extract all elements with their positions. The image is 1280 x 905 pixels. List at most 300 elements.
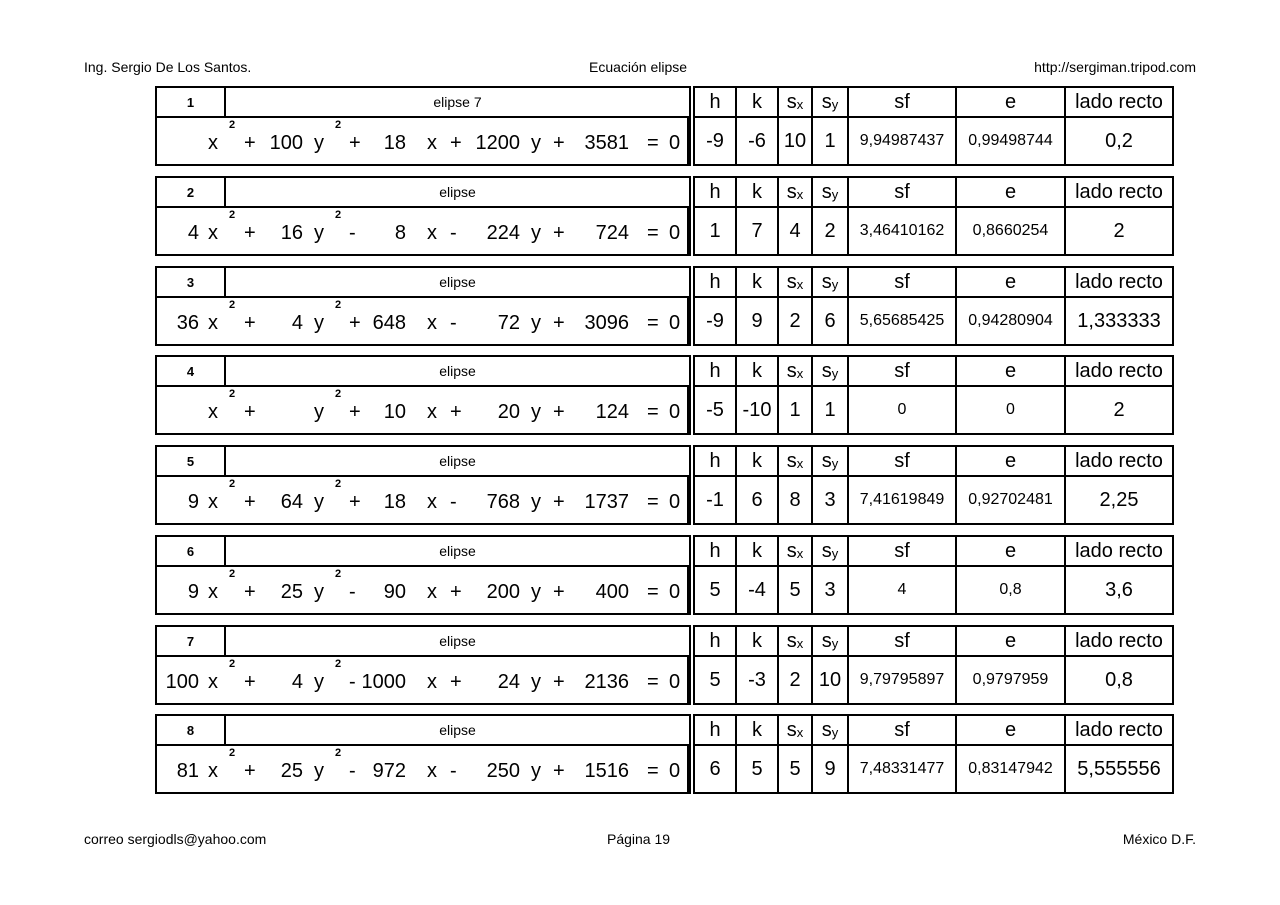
equation-sign-3: - bbox=[450, 491, 457, 513]
header-h: h bbox=[693, 355, 737, 387]
equation-constant: 3096 bbox=[584, 312, 629, 334]
equation-coef-x2: 9 bbox=[187, 491, 199, 513]
value-sy: 9 bbox=[811, 744, 849, 794]
equation-divider bbox=[687, 475, 690, 525]
value-h: -9 bbox=[693, 296, 737, 346]
equation-var-y: y bbox=[531, 401, 541, 423]
header-e: e bbox=[955, 625, 1066, 657]
equation-sign-3: + bbox=[450, 401, 462, 423]
value-sy: 2 bbox=[811, 206, 849, 256]
value-sf: 5,65685425 bbox=[847, 296, 957, 346]
equation-sign-1: + bbox=[244, 491, 256, 513]
header-sy bbox=[811, 714, 849, 746]
header-sy-sub: y bbox=[831, 366, 839, 381]
equation-divider bbox=[687, 744, 690, 794]
header-sy bbox=[811, 535, 849, 567]
header-sx-sub: x bbox=[796, 725, 804, 740]
value-sy: 3 bbox=[811, 475, 849, 525]
header-e: e bbox=[955, 86, 1066, 118]
equation-sign-2: + bbox=[349, 132, 361, 154]
equation-equals-sign: = bbox=[647, 581, 659, 603]
equation-var-y: y bbox=[531, 491, 541, 513]
equation-constant: 724 bbox=[595, 222, 629, 244]
equation-sign-4: + bbox=[553, 132, 565, 154]
equation-var-y: y bbox=[531, 671, 541, 693]
equation-coef-x: 10 bbox=[383, 401, 406, 423]
ellipse-title: elipse bbox=[224, 176, 691, 208]
header-sx-s: s bbox=[786, 271, 797, 293]
equation-divider bbox=[687, 385, 690, 435]
equation-sign-1: + bbox=[244, 132, 256, 154]
header-sx-s: s bbox=[786, 540, 797, 562]
footer-location: México D.F. bbox=[1122, 831, 1196, 847]
exponent-x2: 2 bbox=[229, 119, 236, 131]
header-sx bbox=[777, 86, 813, 118]
equation-coef-x2: 4 bbox=[187, 222, 199, 244]
header-sf: sf bbox=[847, 266, 957, 298]
header-sy-s: s bbox=[821, 630, 832, 652]
exponent-y2: 2 bbox=[335, 478, 342, 490]
equation-sign-4: + bbox=[553, 760, 565, 782]
header-title: Ecuación elipse bbox=[589, 59, 688, 75]
header-k: k bbox=[735, 445, 779, 477]
header-k: k bbox=[735, 86, 779, 118]
header-sx-s: s bbox=[786, 719, 797, 741]
ellipse-title: elipse bbox=[224, 266, 691, 298]
header-lado-recto: lado recto bbox=[1064, 86, 1174, 118]
equation-coef-x: 90 bbox=[383, 581, 406, 603]
exponent-y2: 2 bbox=[335, 209, 342, 221]
value-sx: 1 bbox=[777, 385, 813, 435]
equation-var-x: x bbox=[208, 581, 218, 603]
equation-var-y: y bbox=[314, 401, 324, 423]
value-sf: 7,48331477 bbox=[847, 744, 957, 794]
ellipse-title: elipse bbox=[224, 625, 691, 657]
value-sf: 9,79795897 bbox=[847, 655, 957, 705]
equation-cell bbox=[155, 655, 691, 705]
value-sx: 10 bbox=[777, 116, 813, 166]
ellipse-number: 3 bbox=[155, 266, 226, 298]
value-h: 1 bbox=[693, 206, 737, 256]
value-sy: 10 bbox=[811, 655, 849, 705]
equation-var-y: y bbox=[314, 132, 324, 154]
equation-sign-3: + bbox=[450, 581, 462, 603]
equation-zero: 0 bbox=[669, 671, 681, 693]
equation-sign-2: - bbox=[349, 581, 356, 603]
exponent-y2: 2 bbox=[335, 119, 342, 131]
header-lado-recto: lado recto bbox=[1064, 625, 1174, 657]
ellipse-number: 5 bbox=[155, 445, 226, 477]
value-k: -10 bbox=[735, 385, 779, 435]
equation-equals-sign: = bbox=[647, 401, 659, 423]
equation-var-x: x bbox=[208, 671, 218, 693]
header-h: h bbox=[693, 625, 737, 657]
equation-equals-sign: = bbox=[647, 312, 659, 334]
equation-cell bbox=[155, 116, 691, 166]
header-k: k bbox=[735, 535, 779, 567]
header-sx bbox=[777, 714, 813, 746]
equation-var-y: y bbox=[314, 581, 324, 603]
header-sy-s: s bbox=[821, 719, 832, 741]
equation-zero: 0 bbox=[669, 760, 681, 782]
equation-zero: 0 bbox=[669, 222, 681, 244]
value-sx: 5 bbox=[777, 565, 813, 615]
header-sy-sub: y bbox=[831, 97, 839, 112]
equation-sign-2: - bbox=[349, 671, 356, 693]
header-url: http://sergiman.tripod.com bbox=[1034, 59, 1196, 75]
equation-equals-sign: = bbox=[647, 491, 659, 513]
equation-sign-1: + bbox=[244, 671, 256, 693]
value-e: 0,83147942 bbox=[955, 744, 1066, 794]
equation-equals-sign: = bbox=[647, 671, 659, 693]
header-sx-s: s bbox=[786, 181, 797, 203]
equation-sign-4: + bbox=[553, 312, 565, 334]
exponent-x2: 2 bbox=[229, 747, 236, 759]
equation-sign-3: - bbox=[450, 760, 457, 782]
header-lado-recto: lado recto bbox=[1064, 176, 1174, 208]
value-e: 0,9797959 bbox=[955, 655, 1066, 705]
ellipse-block bbox=[155, 266, 1174, 346]
header-sf: sf bbox=[847, 355, 957, 387]
header-sf: sf bbox=[847, 86, 957, 118]
header-sx-s: s bbox=[786, 450, 797, 472]
value-e: 0 bbox=[955, 385, 1066, 435]
header-h: h bbox=[693, 86, 737, 118]
value-k: 9 bbox=[735, 296, 779, 346]
exponent-x2: 2 bbox=[229, 568, 236, 580]
ellipse-number: 8 bbox=[155, 714, 226, 746]
header-sy-sub: y bbox=[831, 277, 839, 292]
equation-coef-x: 1000 bbox=[361, 671, 406, 693]
value-sy: 3 bbox=[811, 565, 849, 615]
equation-var-y: y bbox=[314, 222, 324, 244]
header-sy-s: s bbox=[821, 360, 832, 382]
header-sf: sf bbox=[847, 535, 957, 567]
equation-sign-3: + bbox=[450, 132, 462, 154]
value-sf: 4 bbox=[847, 565, 957, 615]
equation-sign-2: + bbox=[349, 401, 361, 423]
header-k: k bbox=[735, 625, 779, 657]
equation-sign-3: - bbox=[450, 312, 457, 334]
ellipse-number: 1 bbox=[155, 86, 226, 118]
value-h: 5 bbox=[693, 655, 737, 705]
value-lado-recto: 3,6 bbox=[1064, 565, 1174, 615]
value-k: -6 bbox=[735, 116, 779, 166]
header-sx-sub: x bbox=[796, 277, 804, 292]
header-sx bbox=[777, 266, 813, 298]
equation-var-x: x bbox=[427, 671, 437, 693]
equation-var-x: x bbox=[427, 132, 437, 154]
equation-var-y: y bbox=[531, 312, 541, 334]
equation-sign-4: + bbox=[553, 491, 565, 513]
equation-var-x: x bbox=[208, 312, 218, 334]
exponent-y2: 2 bbox=[335, 388, 342, 400]
equation-sign-1: + bbox=[244, 581, 256, 603]
exponent-y2: 2 bbox=[335, 747, 342, 759]
ellipse-block bbox=[155, 714, 1174, 794]
equation-sign-2: - bbox=[349, 760, 356, 782]
equation-var-x: x bbox=[208, 760, 218, 782]
equation-sign-4: + bbox=[553, 581, 565, 603]
value-lado-recto: 0,2 bbox=[1064, 116, 1174, 166]
header-e: e bbox=[955, 355, 1066, 387]
equation-sign-2: + bbox=[349, 491, 361, 513]
value-sf: 9,94987437 bbox=[847, 116, 957, 166]
ellipse-title: elipse bbox=[224, 355, 691, 387]
header-sx bbox=[777, 355, 813, 387]
value-e: 0,99498744 bbox=[955, 116, 1066, 166]
value-sy: 6 bbox=[811, 296, 849, 346]
header-sy-s: s bbox=[821, 181, 832, 203]
equation-var-x: x bbox=[208, 401, 218, 423]
equation-var-y: y bbox=[531, 760, 541, 782]
equation-coef-y2: 16 bbox=[280, 222, 303, 244]
equation-coef-y: 20 bbox=[497, 401, 520, 423]
equation-sign-4: + bbox=[553, 671, 565, 693]
equation-coef-y: 768 bbox=[486, 491, 520, 513]
header-sy-s: s bbox=[821, 271, 832, 293]
value-k: -4 bbox=[735, 565, 779, 615]
ellipse-number: 4 bbox=[155, 355, 226, 387]
equation-sign-2: + bbox=[349, 312, 361, 334]
header-sx-s: s bbox=[786, 630, 797, 652]
value-e: 0,94280904 bbox=[955, 296, 1066, 346]
ellipse-title: elipse 7 bbox=[224, 86, 691, 118]
exponent-x2: 2 bbox=[229, 299, 236, 311]
header-lado-recto: lado recto bbox=[1064, 714, 1174, 746]
equation-constant: 1516 bbox=[584, 760, 629, 782]
equation-equals-sign: = bbox=[647, 760, 659, 782]
equation-cell bbox=[155, 385, 691, 435]
value-k: 5 bbox=[735, 744, 779, 794]
ellipse-block bbox=[155, 176, 1174, 256]
equation-divider bbox=[687, 206, 690, 256]
value-lado-recto: 2 bbox=[1064, 206, 1174, 256]
equation-cell bbox=[155, 475, 691, 525]
equation-var-y: y bbox=[314, 760, 324, 782]
exponent-y2: 2 bbox=[335, 299, 342, 311]
header-sf: sf bbox=[847, 445, 957, 477]
ellipse-number: 7 bbox=[155, 625, 226, 657]
ellipse-block bbox=[155, 86, 1174, 166]
header-h: h bbox=[693, 714, 737, 746]
value-lado-recto: 5,555556 bbox=[1064, 744, 1174, 794]
equation-coef-x2: 36 bbox=[176, 312, 199, 334]
equation-coef-y2: 4 bbox=[291, 671, 303, 693]
equation-sign-1: + bbox=[244, 312, 256, 334]
equation-var-x: x bbox=[208, 491, 218, 513]
value-lado-recto: 1,333333 bbox=[1064, 296, 1174, 346]
exponent-x2: 2 bbox=[229, 209, 236, 221]
equation-var-x: x bbox=[208, 132, 218, 154]
header-sy-s: s bbox=[821, 540, 832, 562]
equation-var-y: y bbox=[531, 581, 541, 603]
value-k: 6 bbox=[735, 475, 779, 525]
header-lado-recto: lado recto bbox=[1064, 355, 1174, 387]
value-e: 0,8 bbox=[955, 565, 1066, 615]
exponent-y2: 2 bbox=[335, 568, 342, 580]
equation-coef-y2: 25 bbox=[280, 581, 303, 603]
header-k: k bbox=[735, 714, 779, 746]
value-sx: 4 bbox=[777, 206, 813, 256]
header-sx bbox=[777, 535, 813, 567]
header-sx bbox=[777, 176, 813, 208]
equation-sign-1: + bbox=[244, 760, 256, 782]
ellipse-number: 2 bbox=[155, 176, 226, 208]
equation-sign-4: + bbox=[553, 401, 565, 423]
header-sy bbox=[811, 86, 849, 118]
equation-coef-y: 250 bbox=[486, 760, 520, 782]
header-e: e bbox=[955, 176, 1066, 208]
exponent-x2: 2 bbox=[229, 388, 236, 400]
equation-constant: 400 bbox=[595, 581, 629, 603]
equation-coef-y: 72 bbox=[497, 312, 520, 334]
ellipse-title: elipse bbox=[224, 535, 691, 567]
header-k: k bbox=[735, 355, 779, 387]
equation-var-y: y bbox=[531, 222, 541, 244]
ellipse-block bbox=[155, 625, 1174, 705]
value-sf: 0 bbox=[847, 385, 957, 435]
equation-sign-3: - bbox=[450, 222, 457, 244]
value-h: -1 bbox=[693, 475, 737, 525]
equation-var-y: y bbox=[531, 132, 541, 154]
value-sy: 1 bbox=[811, 385, 849, 435]
equation-coef-x2: 100 bbox=[165, 671, 199, 693]
header-sy-sub: y bbox=[831, 456, 839, 471]
equation-cell bbox=[155, 296, 691, 346]
header-k: k bbox=[735, 176, 779, 208]
footer-email: correo sergiodls@yahoo.com bbox=[84, 831, 267, 847]
value-sf: 7,41619849 bbox=[847, 475, 957, 525]
ellipse-title: elipse bbox=[224, 445, 691, 477]
equation-constant: 1737 bbox=[584, 491, 629, 513]
header-sx bbox=[777, 445, 813, 477]
equation-divider bbox=[687, 296, 690, 346]
equation-equals-sign: = bbox=[647, 222, 659, 244]
value-lado-recto: 0,8 bbox=[1064, 655, 1174, 705]
value-h: -5 bbox=[693, 385, 737, 435]
equation-coef-y2: 100 bbox=[269, 132, 303, 154]
equation-var-x: x bbox=[427, 760, 437, 782]
value-h: -9 bbox=[693, 116, 737, 166]
value-lado-recto: 2 bbox=[1064, 385, 1174, 435]
value-sx: 2 bbox=[777, 296, 813, 346]
equation-var-x: x bbox=[427, 312, 437, 334]
ellipse-block bbox=[155, 355, 1174, 435]
header-sy bbox=[811, 355, 849, 387]
equation-var-x: x bbox=[427, 401, 437, 423]
equation-var-x: x bbox=[208, 222, 218, 244]
header-sy-s: s bbox=[821, 91, 832, 113]
equation-coef-y: 200 bbox=[486, 581, 520, 603]
value-e: 0,92702481 bbox=[955, 475, 1066, 525]
exponent-y2: 2 bbox=[335, 658, 342, 670]
equation-var-x: x bbox=[427, 491, 437, 513]
equation-var-x: x bbox=[427, 222, 437, 244]
header-sx-sub: x bbox=[796, 366, 804, 381]
header-h: h bbox=[693, 266, 737, 298]
equation-divider bbox=[687, 655, 690, 705]
equation-var-y: y bbox=[314, 312, 324, 334]
header-sx-s: s bbox=[786, 91, 797, 113]
value-sf: 3,46410162 bbox=[847, 206, 957, 256]
value-k: -3 bbox=[735, 655, 779, 705]
equation-cell bbox=[155, 744, 691, 794]
header-sx-sub: x bbox=[796, 187, 804, 202]
header-sy-sub: y bbox=[831, 546, 839, 561]
value-sx: 2 bbox=[777, 655, 813, 705]
header-sx-sub: x bbox=[796, 546, 804, 561]
equation-coef-x: 18 bbox=[383, 491, 406, 513]
equation-sign-1: + bbox=[244, 222, 256, 244]
equation-zero: 0 bbox=[669, 312, 681, 334]
header-sf: sf bbox=[847, 714, 957, 746]
header-h: h bbox=[693, 176, 737, 208]
header-sy-sub: y bbox=[831, 725, 839, 740]
header-sy-sub: y bbox=[831, 636, 839, 651]
header-sy bbox=[811, 625, 849, 657]
header-sx-sub: x bbox=[796, 97, 804, 112]
header-lado-recto: lado recto bbox=[1064, 266, 1174, 298]
header-sy bbox=[811, 445, 849, 477]
header-sy bbox=[811, 266, 849, 298]
header-e: e bbox=[955, 445, 1066, 477]
value-sx: 5 bbox=[777, 744, 813, 794]
equation-sign-2: - bbox=[349, 222, 356, 244]
equation-coef-y2: 4 bbox=[291, 312, 303, 334]
footer-page-number: Página 19 bbox=[607, 831, 671, 847]
header-sx-sub: x bbox=[796, 636, 804, 651]
ellipse-block bbox=[155, 445, 1174, 525]
header-sx-s: s bbox=[786, 360, 797, 382]
ellipse-title: elipse bbox=[224, 714, 691, 746]
equation-coef-y2: 64 bbox=[280, 491, 303, 513]
equation-equals-sign: = bbox=[647, 132, 659, 154]
equation-coef-x: 972 bbox=[372, 760, 406, 782]
header-sy bbox=[811, 176, 849, 208]
value-k: 7 bbox=[735, 206, 779, 256]
value-lado-recto: 2,25 bbox=[1064, 475, 1174, 525]
header-k: k bbox=[735, 266, 779, 298]
header-lado-recto: lado recto bbox=[1064, 445, 1174, 477]
equation-constant: 124 bbox=[595, 401, 629, 423]
equation-cell bbox=[155, 565, 691, 615]
value-e: 0,8660254 bbox=[955, 206, 1066, 256]
equation-zero: 0 bbox=[669, 401, 681, 423]
header-sy-s: s bbox=[821, 450, 832, 472]
header-author: Ing. Sergio De Los Santos. bbox=[84, 59, 252, 75]
equation-coef-x2: 9 bbox=[187, 581, 199, 603]
equation-cell bbox=[155, 206, 691, 256]
equation-constant: 3581 bbox=[584, 132, 629, 154]
equation-coef-x: 8 bbox=[394, 222, 406, 244]
exponent-x2: 2 bbox=[229, 658, 236, 670]
equation-sign-3: + bbox=[450, 671, 462, 693]
equation-divider bbox=[687, 116, 690, 166]
equation-coef-x: 18 bbox=[383, 132, 406, 154]
value-h: 6 bbox=[693, 744, 737, 794]
equation-coef-x: 648 bbox=[372, 312, 406, 334]
equation-coef-y: 224 bbox=[486, 222, 520, 244]
value-sy: 1 bbox=[811, 116, 849, 166]
equation-coef-y: 24 bbox=[497, 671, 520, 693]
header-e: e bbox=[955, 535, 1066, 567]
equation-sign-4: + bbox=[553, 222, 565, 244]
header-sy-sub: y bbox=[831, 187, 839, 202]
equation-coef-x2: 81 bbox=[176, 760, 199, 782]
equation-sign-1: + bbox=[244, 401, 256, 423]
equation-divider bbox=[687, 565, 690, 615]
